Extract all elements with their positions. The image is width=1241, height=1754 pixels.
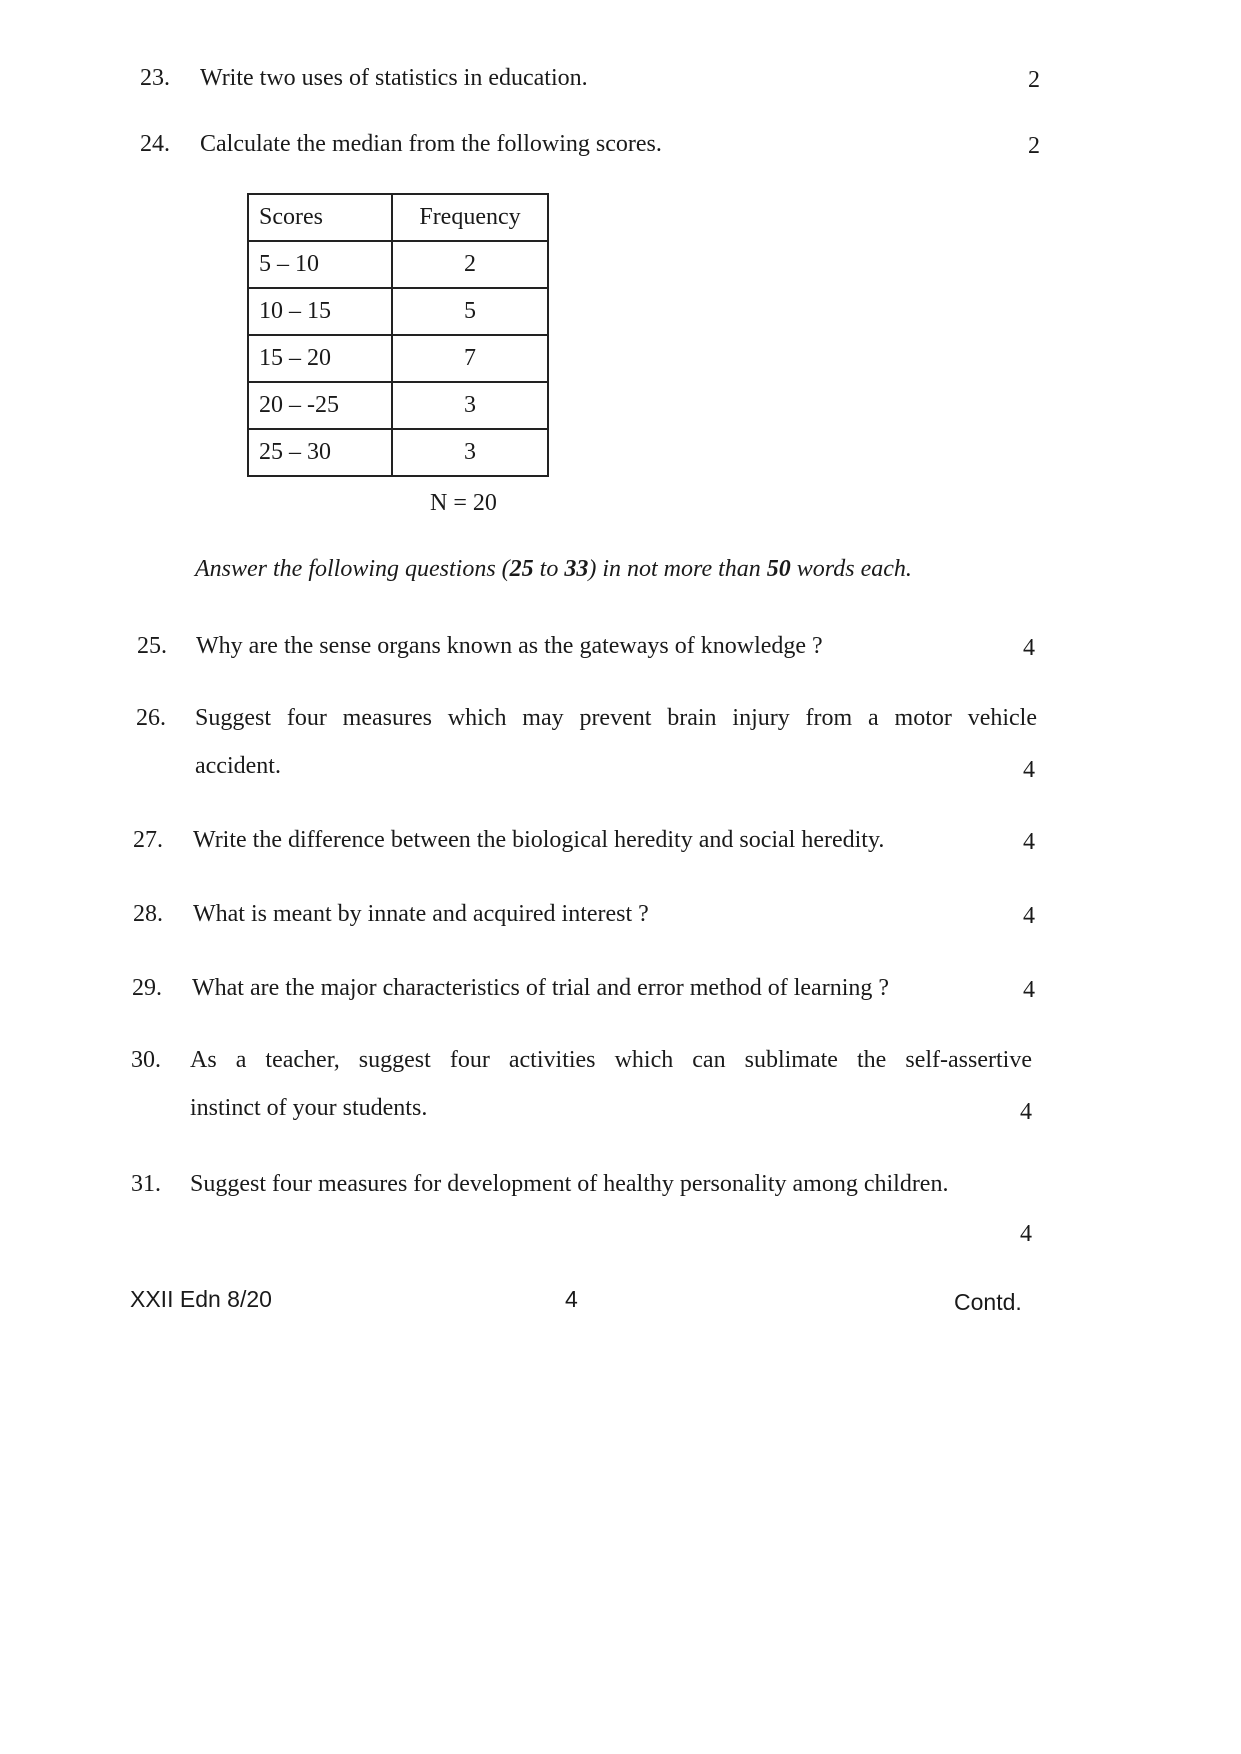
- score-cell: 15 – 20: [248, 335, 392, 382]
- question-number: 23.: [140, 65, 170, 91]
- paper-code: XXII Edn 8/20: [130, 1286, 272, 1312]
- score-cell: 25 – 30: [248, 429, 392, 476]
- frequency-cell: 3: [392, 382, 548, 429]
- question-number: 30.: [131, 1047, 161, 1073]
- score-cell: 10 – 15: [248, 288, 392, 335]
- table-total: N = 20: [430, 490, 497, 516]
- table-row: [248, 429, 548, 476]
- question-number: 27.: [133, 827, 163, 853]
- question-text: Why are the sense organs known as the gateways of knowledge ?: [196, 633, 823, 659]
- frequency-cell: 2: [392, 241, 548, 288]
- question-text: Write the difference between the biological heredity and social heredity.: [193, 827, 885, 853]
- question-number: 29.: [132, 975, 162, 1001]
- question-text: As a teacher, suggest four activities which can sublimate the self-assertive: [190, 1047, 1032, 1073]
- table-header-row: [248, 194, 548, 241]
- table-row: [248, 335, 548, 382]
- question-text-continued: instinct of your students.: [190, 1095, 428, 1121]
- section-instruction: Answer the following questions (25 to 33) in not more than 50 words each.: [195, 556, 912, 582]
- frequency-cell: 5: [392, 288, 548, 335]
- question-marks: 2: [1028, 67, 1040, 93]
- question-marks: 4: [1020, 1099, 1032, 1125]
- table-row: [248, 288, 548, 335]
- question-number: 25.: [137, 633, 167, 659]
- continued-label: Contd.: [954, 1289, 1022, 1315]
- frequency-cell: 3: [392, 429, 548, 476]
- score-cell: 20 – -25: [248, 382, 392, 429]
- question-text: Suggest four measures which may prevent brain injury from a motor vehicle: [195, 705, 1037, 731]
- question-text-continued: accident.: [195, 753, 281, 779]
- question-number: 26.: [136, 705, 166, 731]
- score-cell: 5 – 10: [248, 241, 392, 288]
- table-row: [248, 241, 548, 288]
- question-marks: 4: [1020, 1221, 1032, 1247]
- page-number: 4: [565, 1286, 578, 1312]
- question-text: Suggest four measures for development of healthy personality among children.: [190, 1171, 949, 1197]
- question-number: 28.: [133, 901, 163, 927]
- question-text: What are the major characteristics of trial and error method of learning ?: [192, 975, 890, 1001]
- column-header-scores: Scores: [248, 194, 392, 241]
- question-marks: 4: [1023, 757, 1035, 783]
- frequency-table: [247, 193, 549, 477]
- question-number: 31.: [131, 1171, 161, 1197]
- column-header-frequency: Frequency: [392, 194, 548, 241]
- question-text: Write two uses of statistics in education.: [200, 65, 588, 91]
- table-row: [248, 382, 548, 429]
- question-marks: 4: [1023, 903, 1035, 929]
- frequency-cell: 7: [392, 335, 548, 382]
- question-marks: 4: [1023, 635, 1035, 661]
- question-marks: 4: [1023, 829, 1035, 855]
- question-marks: 2: [1028, 133, 1040, 159]
- question-text: Calculate the median from the following scores.: [200, 131, 662, 157]
- question-text: What is meant by innate and acquired interest ?: [193, 901, 649, 927]
- question-number: 24.: [140, 131, 170, 157]
- question-marks: 4: [1023, 977, 1035, 1003]
